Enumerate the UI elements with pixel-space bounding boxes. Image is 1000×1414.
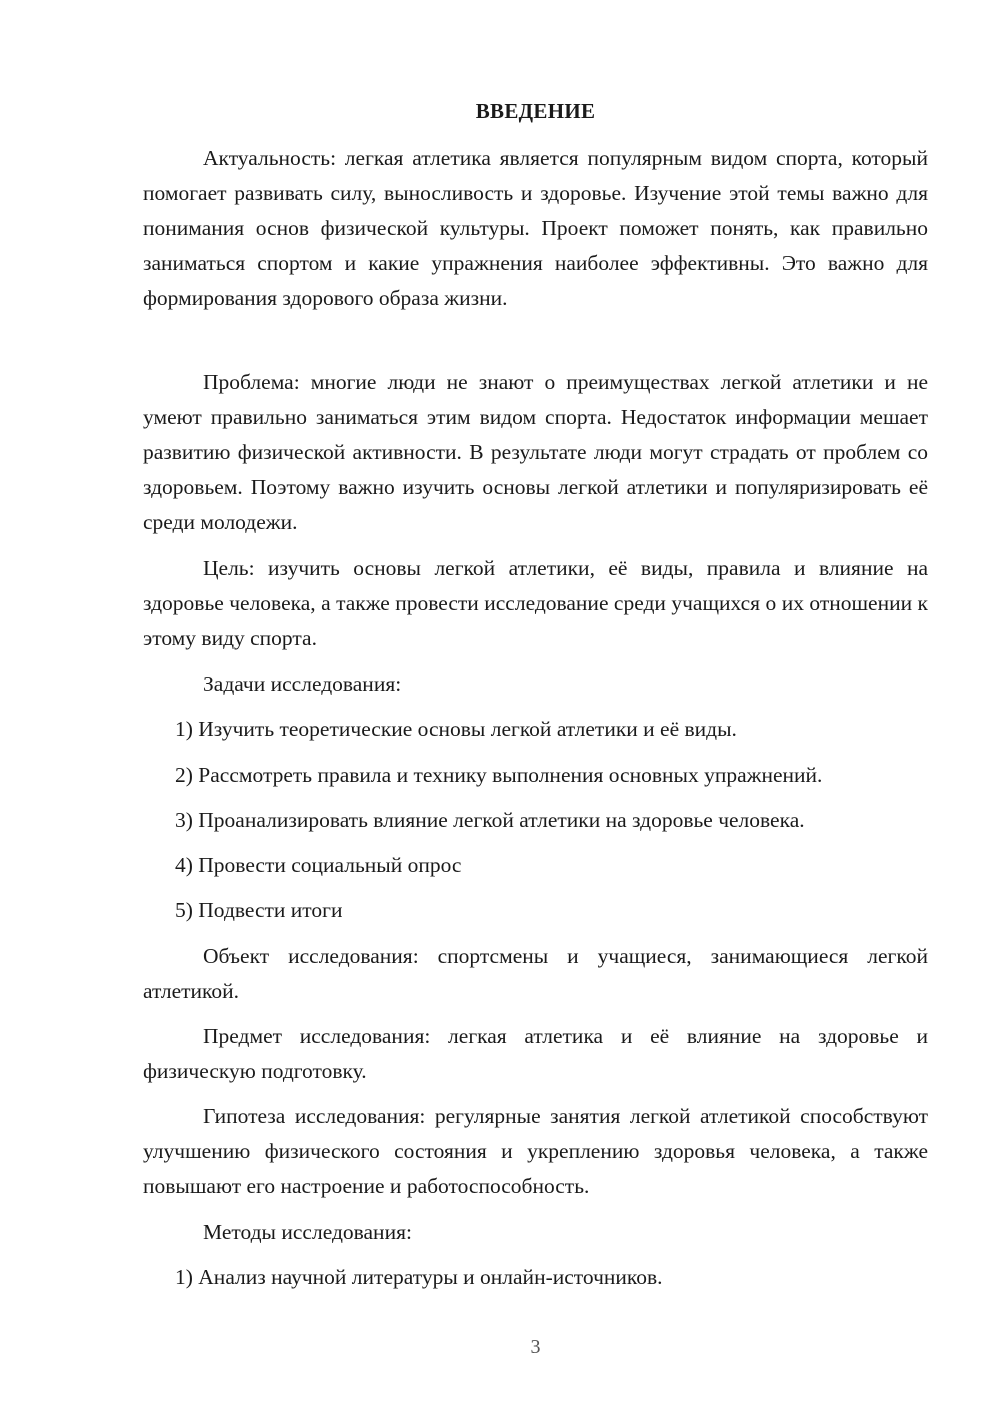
relevance-paragraph: Актуальность: легкая атлетика является популярным видом спорта, который помогает развивать силу, выносливость и здоровье. Изучение этой темы важно для понимания основ физической культуры. Проект поможет понять, как правильно заниматься спортом и какие упражнения наиболее эффективны. Это важно для формирования здорового образа жизни. — [143, 146, 928, 310]
task-item-1: 1) Изучить теоретические основы легкой атлетики и её виды. — [175, 717, 737, 741]
method-item-1: 1) Анализ научной литературы и онлайн-источников. — [175, 1265, 663, 1289]
task-item-2: 2) Рассмотреть правила и технику выполнения основных упражнений. — [175, 763, 823, 787]
subject-paragraph: Предмет исследования: легкая атлетика и её влияние на здоровье и физическую подготовку. — [143, 1024, 928, 1083]
task-item-5: 5) Подвести итоги — [175, 898, 343, 922]
page-number: 3 — [530, 1336, 541, 1358]
hypothesis-paragraph: Гипотеза исследования: регулярные занятия легкой атлетикой способствуют улучшению физического состояния и укреплению здоровья человека, а также повышают его настроение и работоспособность. — [143, 1104, 928, 1198]
section-heading: ВВЕДЕНИЕ — [475, 99, 596, 123]
methods-heading: Методы исследования: — [203, 1220, 412, 1244]
object-paragraph: Объект исследования: спортсмены и учащиеся, занимающиеся легкой атлетикой. — [143, 944, 928, 1003]
tasks-heading: Задачи исследования: — [203, 672, 402, 696]
task-item-3: 3) Проанализировать влияние легкой атлетики на здоровье человека. — [175, 808, 805, 832]
task-item-4: 4) Провести социальный опрос — [175, 853, 462, 877]
problem-paragraph: Проблема: многие люди не знают о преимуществах легкой атлетики и не умеют правильно заниматься этим видом спорта. Недостаток информации мешает развитию физической активности. В результате люди могут страдать от проблем со здоровьем. Поэтому важно изучить основы легкой атлетики и популяризировать её среди молодежи. — [143, 370, 928, 534]
goal-paragraph: Цель: изучить основы легкой атлетики, её виды, правила и влияние на здоровье человека, а также провести исследование среди учащихся о их отношении к этому виду спорта. — [143, 556, 928, 650]
document-page — [143, 0, 928, 1414]
